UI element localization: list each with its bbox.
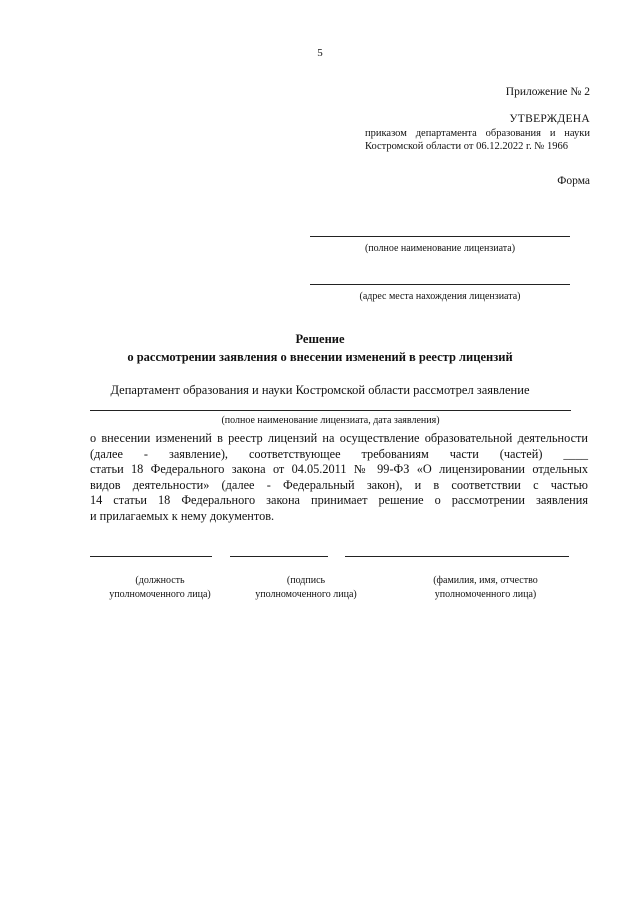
body-line: (далее - заявление), соответствующее требованиям части (частей) ____	[90, 446, 588, 461]
page-number: 5	[317, 47, 323, 59]
signature-line	[230, 556, 328, 557]
decision-intro: Департамент образования и науки Костромской области рассмотрел заявление	[110, 383, 530, 397]
licensee-address-field-line	[310, 284, 570, 285]
body-line: 14 статьи 18 Федерального закона принимает решение о рассмотрении заявления	[90, 493, 588, 508]
position-signature-line	[90, 556, 212, 557]
licensee-name-caption: (полное наименование лицензиата)	[364, 243, 516, 254]
appendix-label: Приложение № 2	[505, 86, 590, 98]
signature-caption-line-2: уполномоченного лица)	[255, 589, 357, 600]
signature-caption	[236, 574, 376, 602]
order-reference-line-2: Костромской области от 06.12.2022 г. № 1966	[365, 141, 568, 152]
fullname-signature-line	[345, 556, 569, 557]
applicant-field-line	[90, 410, 571, 411]
body-line: и прилагаемых к нему документов.	[90, 508, 275, 523]
order-reference-line-1: приказом департамента образования и науки	[365, 128, 590, 139]
fullname-caption-line-2: уполномоченного лица)	[434, 589, 537, 600]
position-caption	[95, 574, 225, 602]
signature-caption-line-1: (подпись	[286, 575, 326, 586]
fullname-caption-line-1: (фамилия, имя, отчество	[433, 575, 538, 586]
decision-subtitle: о рассмотрении заявления о внесении изменений в реестр лицензий	[127, 350, 513, 364]
decision-title: Решение	[295, 332, 345, 346]
decision-body	[90, 431, 588, 525]
position-caption-line-1: (должность	[135, 575, 185, 586]
body-line: о внесении изменений в реестр лицензий на осуществление образовательной деятельности	[90, 431, 588, 445]
body-line: статьи 18 Федерального закона от 04.05.2011 № 99-ФЗ «О лицензировании отдельных	[90, 462, 588, 477]
body-line: видов деятельности» (далее - Федеральный закон), и в соответствии с частью	[90, 477, 588, 492]
applicant-caption: (полное наименование лицензиата, дата заявления)	[221, 415, 440, 426]
form-label: Форма	[557, 175, 590, 187]
licensee-name-field-line	[310, 236, 570, 237]
fullname-caption	[418, 574, 553, 602]
approved-label: УТВЕРЖДЕНА	[509, 113, 590, 125]
licensee-address-caption: (адрес места нахождения лицензиата)	[359, 291, 521, 302]
position-caption-line-2: уполномоченного лица)	[109, 589, 211, 600]
